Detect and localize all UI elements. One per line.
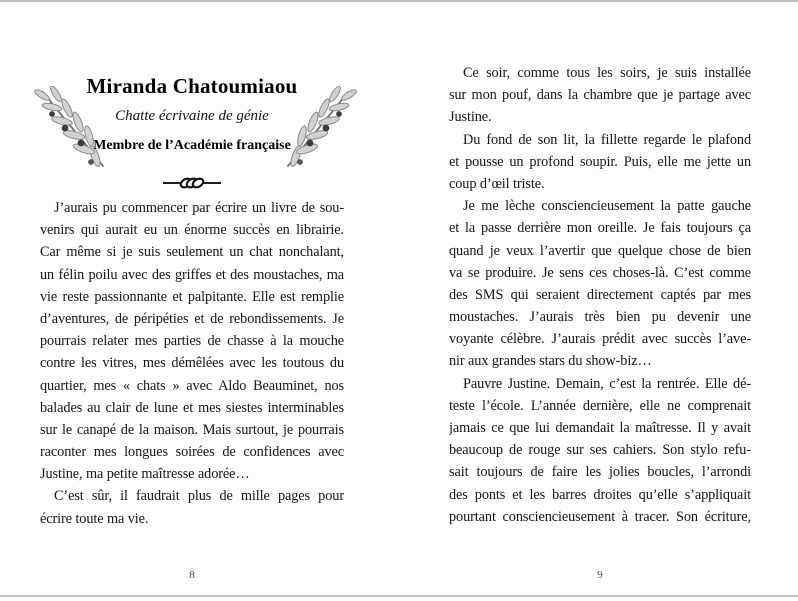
text-line: teste l’école. L’année dernière, elle ne comprenait	[449, 397, 751, 414]
text-line: Justine.	[449, 109, 492, 126]
right-page-text	[449, 62, 751, 528]
author-affiliation: Membre de l’Académie française	[93, 138, 291, 153]
paragraph	[449, 195, 751, 373]
right-page[interactable]	[449, 0, 751, 601]
text-line: Du fond de son lit, la fillette regarde le plafond	[463, 131, 751, 148]
page-bottom-edge	[0, 595, 798, 597]
text-line: va se produire. Je sens ces choses-là. C’est comme	[449, 264, 751, 281]
page-number-right: 9	[597, 569, 603, 581]
text-line: pourrais relater mes parties de chasse à la mouche	[40, 333, 344, 350]
text-line: J’aurais pu commencer par écrire un livre de sou-	[54, 200, 344, 216]
text-line: et la passe derrière mon oreille. Je fais toujours ça	[449, 220, 751, 237]
text-line: Car même si je suis seulement un chat nonchalant,	[40, 244, 344, 261]
text-line: sur le canapé de la maison. Mais surtout, je pourrais	[40, 421, 344, 438]
text-line: Pauvre Justine. Demain, c’est la rentrée. Elle dé-	[463, 375, 751, 392]
text-line: voyante célèbre. J’aurais prédit avec succès l’ave-	[449, 331, 751, 348]
text-line: pourtant consciencieusement à tracer. Son écriture,	[449, 508, 751, 525]
text-line: vie reste passionnante et palpitante. Elle est remplie	[40, 288, 344, 305]
page-number-left: 8	[189, 569, 195, 581]
text-line: beaucoup de rouge sur ses cahiers. Son stylo refu-	[449, 442, 751, 459]
paragraph	[40, 485, 344, 529]
author-subtitle: Chatte écrivaine de génie	[115, 108, 269, 124]
text-line: sur mon pouf, dans la chambre que je partage avec	[449, 87, 751, 104]
text-line: un félin poilu avec des griffes et des moustaches, ma	[40, 266, 344, 283]
text-line: C’est sûr, il faudrait plus de mille pages pour	[54, 488, 344, 505]
text-line: contre les vitres, mes démêlées avec les toutous du	[40, 355, 344, 372]
olive-branch-icon	[282, 86, 358, 170]
text-line: des ponts et les barres droites qu’elle s’appliquait	[449, 486, 751, 503]
left-page-text	[40, 197, 344, 530]
text-line: quand je veux l’avertir que quelque chose de bien	[449, 242, 751, 259]
text-line: Je me lèche consciencieusement la patte gauche	[463, 198, 751, 215]
text-line: moustaches. J’aurais très bien pu devenir une	[449, 309, 751, 326]
text-line: Ce soir, comme tous les soirs, je suis installée	[463, 65, 751, 81]
text-line: coup d’œil triste.	[449, 175, 545, 192]
paragraph	[449, 129, 751, 196]
text-line: balades au clair de lune et mes siestes interminables	[40, 399, 344, 416]
text-line: sait toujours de faire les jolies boucles, l’arrondi	[449, 464, 751, 481]
text-line: jamais ce que lui demandait la maîtresse. Il y avait	[449, 420, 751, 436]
text-line: des SMS qui seraient directement captés par mes	[449, 286, 751, 303]
text-line: d’aventures, de péripéties et de rebondissements. Je	[40, 310, 344, 327]
text-line: écrire toute ma vie.	[40, 510, 149, 527]
paragraph	[449, 62, 751, 129]
text-line: venirs qui aurait eu un énorme succès en librairie.	[40, 222, 344, 239]
text-line: nir aux grandes stars du show-biz…	[449, 353, 652, 370]
left-page[interactable]	[40, 0, 344, 601]
olive-branch-icon	[33, 86, 109, 170]
author-title: Miranda Chatoumiaou	[86, 74, 298, 98]
rope-knot-divider-icon	[163, 176, 221, 195]
text-line: et pousse un profond soupir. Puis, elle me jette un	[449, 153, 751, 170]
paragraph	[40, 197, 344, 485]
paragraph	[449, 373, 751, 528]
text-line: Justine, ma petite maîtresse adorée…	[40, 466, 250, 483]
text-line: quartier, mes « chats » avec Aldo Beauminet, nos	[40, 377, 344, 394]
text-line: raconter mes longues soirées de confidences avec	[40, 444, 344, 461]
